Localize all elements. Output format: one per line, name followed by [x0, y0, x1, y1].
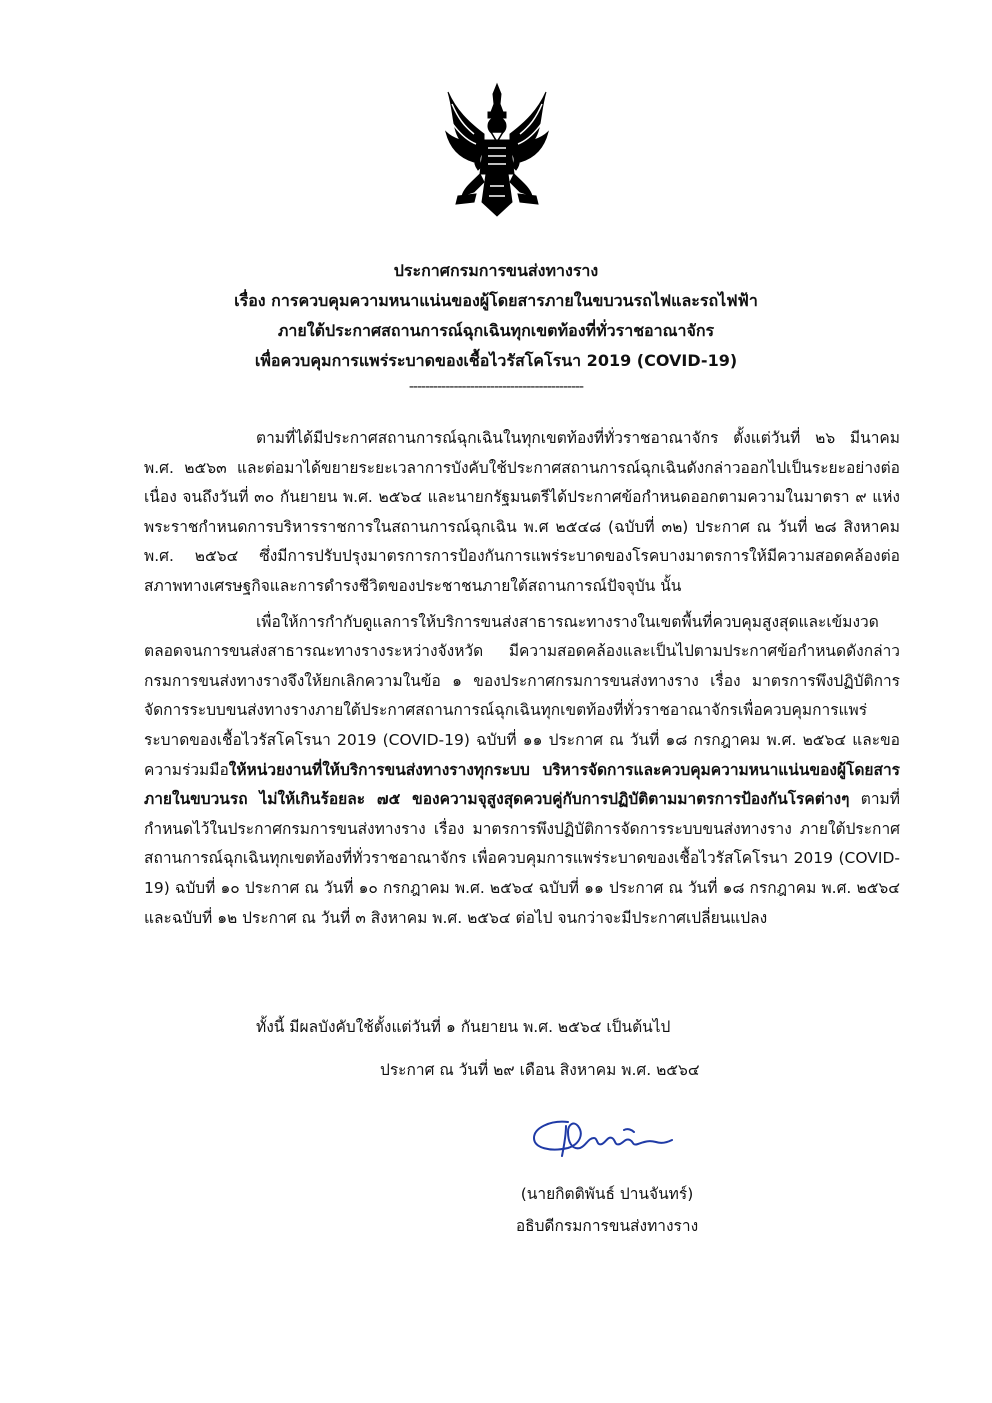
signer-title: อธิบดีกรมการขนส่งทางราง — [515, 1217, 699, 1235]
paragraph-2-bold-text: ให้หน่วยงานที่ให้บริการขนส่งทางรางทุกระบบ บริหารจัดการและควบคุมความหนาแน่นของผู้โดยสารภายในขบวนรถ ไม่ให้เกินร้อยละ ๗๕ ของความจุสูงสุดควบคู่กับการปฏิบัติตามมาตรการป้องกันโรคต่างๆ — [144, 760, 900, 809]
garuda-emblem-icon — [444, 82, 550, 218]
header-separator: ------------------------------------------- — [408, 379, 584, 395]
paragraph-1 — [144, 424, 900, 602]
paragraph-2-text-a: เพื่อให้การกำกับดูแลการให้บริการขนส่งสาธารณะทางรางในเขตพื้นที่ควบคุมสูงสุดและเข้มงวดตลอดจนการขนส่งสาธารณะทางรางระหว่างจังหวัด มีความสอดคล้องและเป็นไปตามประกาศข้อกำหนดดังกล่าว กรมการขนส่งทางรางจึงให้ยกเลิกความในข้อ ๑ ของประกาศกรมการขนส่งทางราง เรื่อง มาตรการพึงปฏิบัติการจัดการระบบขนส่งทางรางภายใต้ประกาศสถานการณ์ฉุกเฉินทุกเขตท้องที่ทั่วราชอาณาจักรเพื่อควบคุมการแพร่ระบาดของเชื้อไวรัสโคโรนา 2019 (COVID-19) ฉบับที่ ๑๑ ประกาศ ณ วันที่ ๑๘ กรกฎาคม พ.ศ. ๒๕๖๔ และขอความร่วมมือ — [144, 612, 900, 779]
announcement-subject: เรื่อง การควบคุมความหนาแน่นของผู้โดยสารภายในขบวนรถไฟและรถไฟฟ้า — [234, 291, 758, 310]
paragraph-2 — [144, 608, 900, 934]
signer-block — [500, 1178, 714, 1242]
paragraph-1-text: ตามที่ได้มีประกาศสถานการณ์ฉุกเฉินในทุกเขตท้องที่ทั่วราชอาณาจักร ตั้งแต่วันที่ ๒๖ มีนาคม พ.ศ. ๒๕๖๓ และต่อมาได้ขยายระยะเวลาการบังคับใช้ประกาศสถานการณ์ฉุกเฉินดังกล่าวออกไปเป็นระยะอย่างต่อเนื่อง จนถึงวันที่ ๓๐ กันยายน พ.ศ. ๒๕๖๔ และนายกรัฐมนตรีได้ประกาศข้อกำหนดออกตามความในมาตรา ๙ แห่งพระราชกำหนดการบริหารราชการในสถานการณ์ฉุกเฉิน พ.ศ ๒๕๔๘ (ฉบับที่ ๓๒) ประกาศ ณ วันที่ ๒๘ สิงหาคม พ.ศ. ๒๕๖๔ ซึ่งมีการปรับปรุงมาตรการการป้องกันการแพร่ระบาดของโรคบางมาตรการให้มีความสอดคล้องต่อสภาพทางเศรษฐกิจและการดำรงชีวิตของประชาชนภายใต้สถานการณ์ปัจจุบัน นั้น — [144, 429, 900, 595]
announcement-title: ประกาศกรมการขนส่งทางราง — [393, 261, 599, 280]
paragraph-2-text-b: ตามที่กำหนดไว้ในประกาศกรมการขนส่งทางราง เรื่อง มาตรการพึงปฏิบัติการจัดการระบบขนส่งทางราง ภายใต้ประกาศสถานการณ์ฉุกเฉินทุกเขตท้องที่ทั่วราชอาณาจักร เพื่อควบคุมการแพร่ระบาดของเชื้อไวรัสโคโรนา 2019 (COVID-19) ฉบับที่ ๑๐ ประกาศ ณ วันที่ ๑๐ กรกฎาคม พ.ศ. ๒๕๖๔ ฉบับที่ ๑๑ ประกาศ ณ วันที่ ๑๘ กรกฎาคม พ.ศ. ๒๕๖๔ และฉบับที่ ๑๒ ประกาศ ณ วันที่ ๓ สิงหาคม พ.ศ. ๒๕๖๔ ต่อไป จนกว่าจะมีประกาศเปลี่ยนแปลง — [144, 790, 900, 927]
announcement-subject-line-2: ภายใต้ประกาศสถานการณ์ฉุกเฉินทุกเขตท้องที่ทั่วราชอาณาจักร — [277, 321, 715, 340]
announcement-subject-line-3: เพื่อควบคุมการแพร่ระบาดของเชื้อไวรัสโคโรนา 2019 (COVID-19) — [254, 351, 738, 370]
announced-date: ประกาศ ณ วันที่ ๒๙ เดือน สิงหาคม พ.ศ. ๒๕๖๔ — [380, 1061, 700, 1079]
announcement-header — [0, 256, 992, 394]
signature-icon — [528, 1112, 678, 1168]
announcement-body — [144, 424, 900, 939]
signer-name: (นายกิตติพันธ์ ปานจันทร์) — [520, 1185, 694, 1203]
effective-date: ทั้งนี้ มีผลบังคับใช้ตั้งแต่วันที่ ๑ กันยายน พ.ศ. ๒๕๖๔ เป็นต้นไป — [256, 1018, 671, 1036]
